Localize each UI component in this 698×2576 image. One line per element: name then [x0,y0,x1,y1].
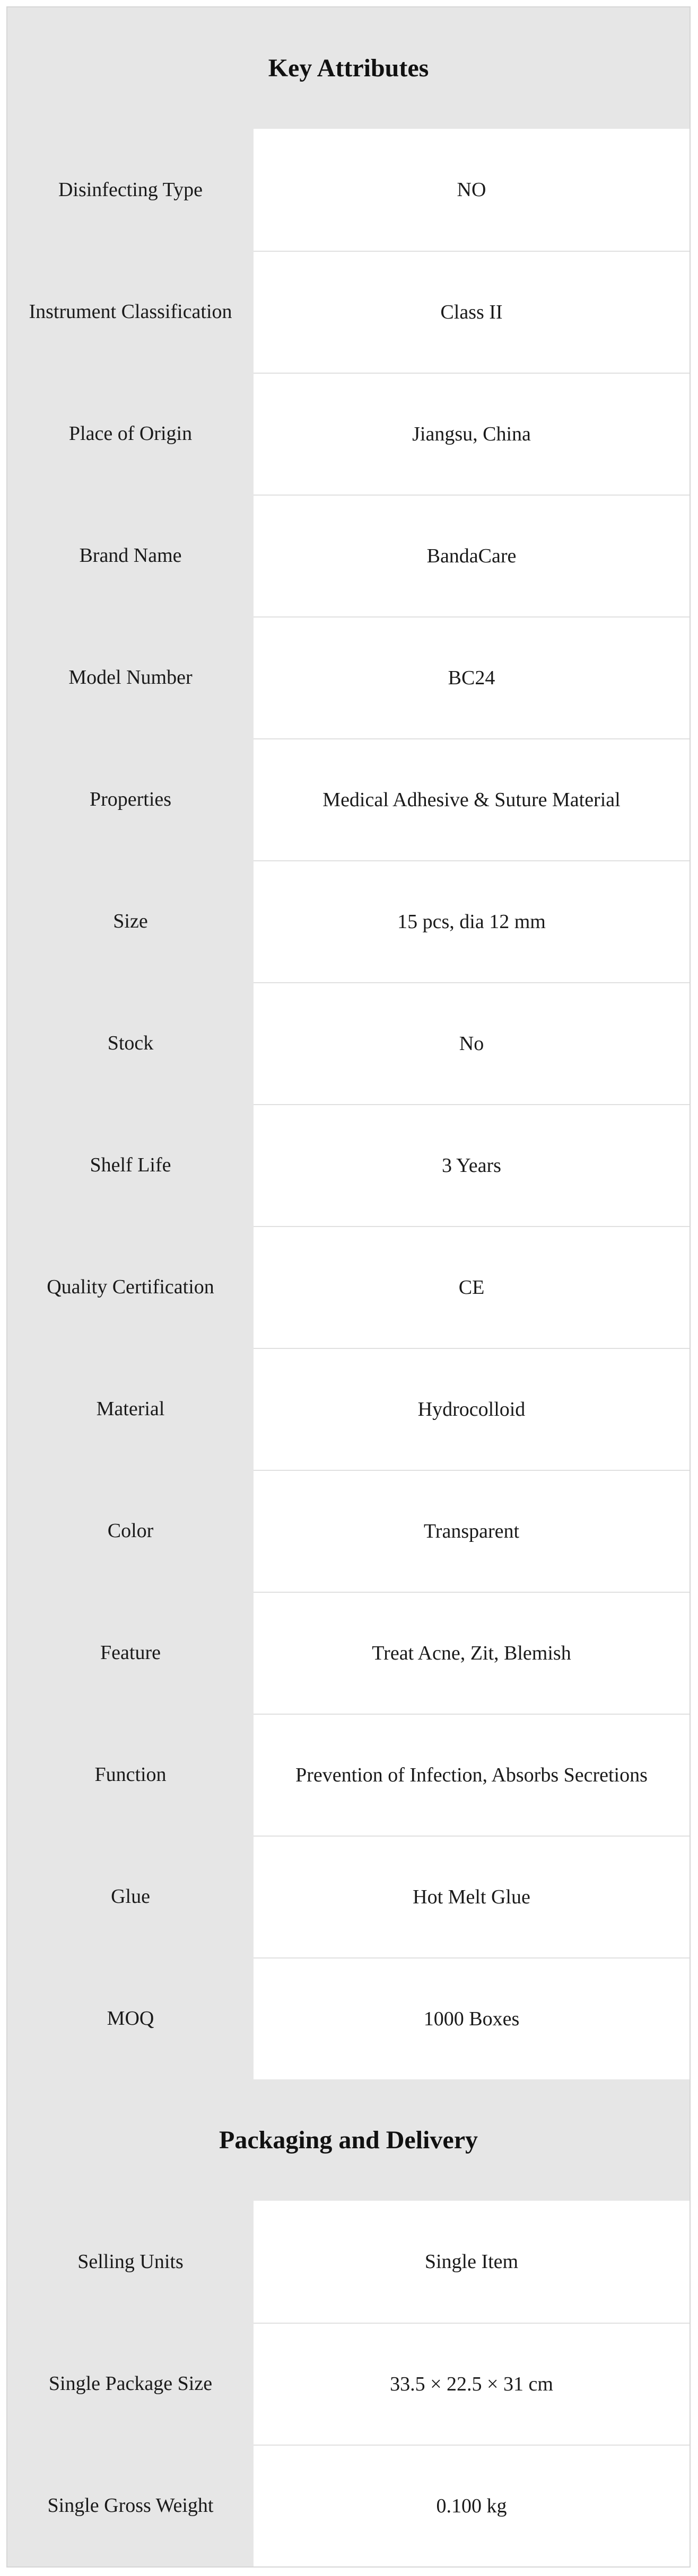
attribute-value: Medical Adhesive & Suture Material [254,738,690,860]
attribute-label: Model Number [7,616,254,738]
attribute-value: 3 Years [254,1104,690,1226]
attribute-value: Hot Melt Glue [254,1836,690,1957]
table-row [7,1714,690,1836]
attributes-table [6,6,691,2568]
table-row [7,1957,690,2079]
table-row [7,2445,690,2566]
attribute-value: BC24 [254,616,690,738]
attribute-value: 15 pcs, dia 12 mm [254,860,690,982]
attribute-label: Glue [7,1836,254,1957]
table-row [7,373,690,495]
attribute-value: Hydrocolloid [254,1348,690,1470]
attribute-label: Properties [7,738,254,860]
table-row [7,1226,690,1348]
attribute-value: 0.100 kg [254,2445,690,2566]
attribute-label: Material [7,1348,254,1470]
table-row [7,2201,690,2323]
attribute-label: MOQ [7,1957,254,2079]
attribute-label: Function [7,1714,254,1836]
table-row [7,982,690,1104]
table-row [7,1592,690,1714]
table-row [7,616,690,738]
table-row [7,495,690,616]
attribute-label: Single Gross Weight [7,2445,254,2566]
attribute-label: Disinfecting Type [7,129,254,251]
attribute-value: BandaCare [254,495,690,616]
section-title: Packaging and Delivery [7,2079,690,2201]
attribute-value: Transparent [254,1470,690,1592]
table-row [7,1836,690,1957]
table-row [7,860,690,982]
section-title: Key Attributes [7,7,690,129]
table-row [7,1470,690,1592]
attribute-value: CE [254,1226,690,1348]
attribute-label: Instrument Classification [7,251,254,373]
attribute-label: Place of Origin [7,373,254,495]
attribute-label: Quality Certification [7,1226,254,1348]
attribute-label: Selling Units [7,2201,254,2323]
table-row [7,1104,690,1226]
attribute-value: 33.5 × 22.5 × 31 cm [254,2323,690,2445]
attribute-label: Feature [7,1592,254,1714]
table-row [7,251,690,373]
attribute-label: Shelf Life [7,1104,254,1226]
attribute-value: Class II [254,251,690,373]
attribute-label: Brand Name [7,495,254,616]
table-row [7,129,690,251]
attribute-label: Single Package Size [7,2323,254,2445]
table-row [7,1348,690,1470]
attribute-value: 1000 Boxes [254,1957,690,2079]
attribute-label: Stock [7,982,254,1104]
attribute-label: Size [7,860,254,982]
attribute-value: NO [254,129,690,251]
table-row [7,738,690,860]
table-row [7,2323,690,2445]
attribute-value: Treat Acne, Zit, Blemish [254,1592,690,1714]
attribute-value: No [254,982,690,1104]
attribute-label: Color [7,1470,254,1592]
attribute-value: Single Item [254,2201,690,2323]
attribute-value: Prevention of Infection, Absorbs Secretions [254,1714,690,1836]
attribute-value: Jiangsu, China [254,373,690,495]
